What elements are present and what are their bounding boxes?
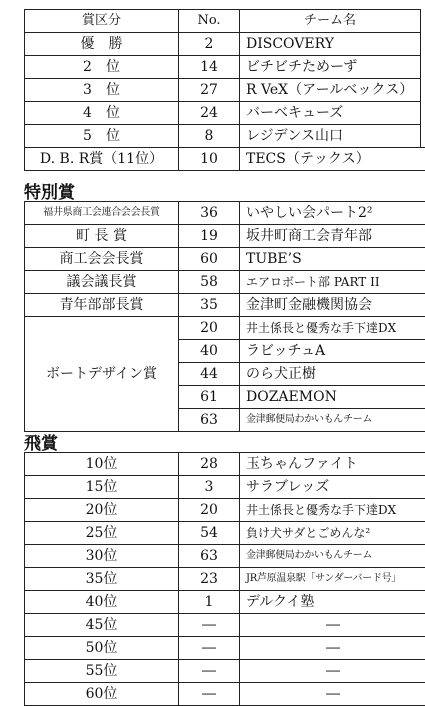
number-cell: 8 xyxy=(179,125,240,148)
number-cell: 19 xyxy=(179,225,240,248)
number-cell: 40 xyxy=(179,340,240,363)
team-cell: DOZAEMON xyxy=(240,386,425,409)
rank-cell: 15位 xyxy=(25,476,179,499)
number-cell: 20 xyxy=(179,499,240,522)
number-cell: 63 xyxy=(179,545,240,568)
number-cell: 23 xyxy=(179,568,240,591)
table-row xyxy=(25,148,425,171)
number-cell: 61 xyxy=(179,386,240,409)
team-cell: ― xyxy=(240,614,425,637)
number-cell: ― xyxy=(179,660,240,683)
team-cell: バーベキューズ xyxy=(240,102,421,125)
team-cell: ― xyxy=(240,660,425,683)
table-row xyxy=(25,271,425,294)
design-award-label: ボートデザイン賞 xyxy=(25,317,179,432)
number-cell: 1 xyxy=(179,591,240,614)
table-row xyxy=(25,522,425,545)
special-awards-table xyxy=(24,201,425,317)
number-cell: 60 xyxy=(179,248,240,271)
rank-cell: 20位 xyxy=(25,499,179,522)
rank-cell: 3 位 xyxy=(25,79,179,102)
team-cell: ― xyxy=(240,683,425,706)
number-cell: 63 xyxy=(179,409,240,432)
dbr-award-table xyxy=(24,147,425,171)
team-cell: エアロボート部 PART II xyxy=(240,271,425,294)
number-cell: 2 xyxy=(179,33,240,56)
table-row xyxy=(25,248,425,271)
rank-cell: 青年部部長賞 xyxy=(25,294,179,317)
team-cell: TECS（テックス） xyxy=(240,148,425,171)
table-row xyxy=(25,202,425,225)
team-cell: 井土係長と優秀な手下達DX xyxy=(240,317,425,340)
team-cell: 玉ちゃんファイト xyxy=(240,453,425,476)
number-cell: 3 xyxy=(179,476,240,499)
main-results-table xyxy=(24,9,421,148)
tobi-award-heading: 飛賞 xyxy=(24,429,58,454)
team-cell: ラビッチュA xyxy=(240,340,425,363)
team-cell: ビチビチためーず xyxy=(240,56,421,79)
tobi-awards-table xyxy=(24,452,425,706)
team-cell: レジデンス山口 xyxy=(240,125,421,148)
table-row xyxy=(25,56,421,79)
table-row xyxy=(25,125,421,148)
special-award-heading: 特別賞 xyxy=(24,178,75,203)
number-cell: 20 xyxy=(179,317,240,340)
team-cell: いやしい会パート2² xyxy=(240,202,425,225)
rank-cell: 4 位 xyxy=(25,102,179,125)
table-row xyxy=(25,102,421,125)
number-cell: 35 xyxy=(179,294,240,317)
rank-cell: 優 勝 xyxy=(25,33,179,56)
number-cell: 10 xyxy=(179,148,240,171)
rank-cell: 35位 xyxy=(25,568,179,591)
number-cell: ― xyxy=(179,683,240,706)
rank-cell: 商工会会長賞 xyxy=(25,248,179,271)
number-cell: 28 xyxy=(179,453,240,476)
table-row xyxy=(25,225,425,248)
number-cell: 58 xyxy=(179,271,240,294)
team-cell: 負け犬サダとごめんな² xyxy=(240,522,425,545)
table-row xyxy=(25,683,425,706)
rank-cell: 40位 xyxy=(25,591,179,614)
team-cell: 金津郵便局わかいもんチーム xyxy=(240,409,425,432)
team-cell: 坂井町商工会青年部 xyxy=(240,225,425,248)
rank-cell: 25位 xyxy=(25,522,179,545)
rank-cell: 10位 xyxy=(25,453,179,476)
number-cell: 24 xyxy=(179,102,240,125)
team-cell: 金津郵便局わかいもんチーム xyxy=(240,545,425,568)
table-row xyxy=(25,614,425,637)
team-cell: 井土係長と優秀な手下達DX xyxy=(240,499,425,522)
rank-cell: 55位 xyxy=(25,660,179,683)
rank-cell: 議会議長賞 xyxy=(25,271,179,294)
team-cell: JR芦原温泉駅「サンダーバード号」 xyxy=(240,568,425,591)
rank-cell: 福井県商工会連合会会長賞 xyxy=(25,202,179,225)
table-row xyxy=(25,545,425,568)
team-cell: ― xyxy=(240,637,425,660)
table-row xyxy=(25,476,425,499)
team-cell: 金津町金融機関協会 xyxy=(240,294,425,317)
team-cell: デルクイ塾 xyxy=(240,591,425,614)
team-cell: TUBE’S xyxy=(240,248,425,271)
team-cell: R VeX（アールベックス） xyxy=(240,79,421,102)
rank-cell: 町 長 賞 xyxy=(25,225,179,248)
header-award-category: 賞区分 xyxy=(25,10,179,33)
number-cell: 14 xyxy=(179,56,240,79)
rank-cell: 50位 xyxy=(25,637,179,660)
table-row xyxy=(25,79,421,102)
number-cell: ― xyxy=(179,637,240,660)
table-row xyxy=(25,33,421,56)
table-row xyxy=(25,568,425,591)
table-header-row xyxy=(25,10,421,33)
rank-cell: 2 位 xyxy=(25,56,179,79)
rank-cell: 5 位 xyxy=(25,125,179,148)
table-row xyxy=(25,294,425,317)
team-cell: サラブレッズ xyxy=(240,476,425,499)
number-cell: 54 xyxy=(179,522,240,545)
number-cell: 44 xyxy=(179,363,240,386)
table-row xyxy=(25,660,425,683)
table-row xyxy=(25,591,425,614)
rank-cell: D. B. R賞（11位） xyxy=(25,148,179,171)
header-team-name: チーム名 xyxy=(240,10,421,33)
team-cell: DISCOVERY xyxy=(240,33,421,56)
team-cell: のら犬正樹 xyxy=(240,363,425,386)
number-cell: 36 xyxy=(179,202,240,225)
number-cell: ― xyxy=(179,614,240,637)
table-row xyxy=(25,499,425,522)
header-number: No. xyxy=(179,10,240,33)
boat-design-award-table xyxy=(24,316,425,432)
rank-cell: 30位 xyxy=(25,545,179,568)
table-row xyxy=(25,637,425,660)
rank-cell: 45位 xyxy=(25,614,179,637)
rank-cell: 60位 xyxy=(25,683,179,706)
table-row xyxy=(25,317,425,340)
table-row xyxy=(25,453,425,476)
number-cell: 27 xyxy=(179,79,240,102)
